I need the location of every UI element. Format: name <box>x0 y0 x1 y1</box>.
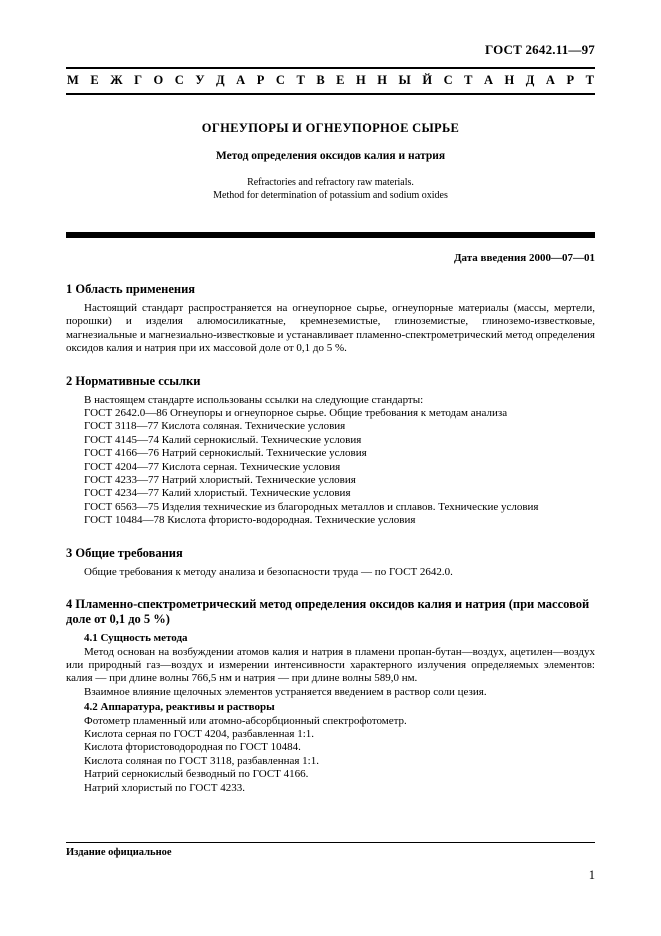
doc-number: ГОСТ 2642.11—97 <box>484 42 595 57</box>
section3-paragraph: Общие требования к методу анализа и безопасности труда — по ГОСТ 2642.0. <box>84 565 453 578</box>
reference-item: ГОСТ 4234—77 Калий хлористый. Технические условия <box>84 487 351 500</box>
reference-item: ГОСТ 10484—78 Кислота фтористо-водородная. Технические условия <box>84 514 416 527</box>
reference-item: ГОСТ 3118—77 Кислота соляная. Технические условия <box>84 420 346 433</box>
document-title-en <box>66 177 595 202</box>
apparatus-item: Натрий хлористый по ГОСТ 4233. <box>84 781 245 794</box>
apparatus-item: Фотометр пламенный или атомно-абсорбционный спектрофотометр. <box>84 714 407 727</box>
reference-item: ГОСТ 2642.0—86 Огнеупоры и огнеупорное сырье. Общие требования к методам анализа <box>84 407 508 420</box>
document-subtitle-ru: Метод определения оксидов калия и натрия <box>215 150 446 162</box>
apparatus-item: Кислота фтористоводородная по ГОСТ 10484. <box>84 741 301 754</box>
section4-heading: 4 Пламенно-спектрометрический метод определения оксидов калия и натрия (при массовой доле от 0,1 до 5 %) <box>66 597 590 627</box>
title-en-line2: Method for determination of potassium and sodium oxides <box>213 189 448 201</box>
title-separator-bar <box>66 232 595 238</box>
title-en-line1: Refractories and refractory raw materials. <box>247 177 414 188</box>
apparatus-item: Натрий сернокислый безводный по ГОСТ 4166. <box>84 768 309 781</box>
section2-intro: В настоящем стандарте использованы ссылки на следующие стандарты: <box>84 393 424 406</box>
section2-heading: 2 Нормативные ссылки <box>66 373 201 388</box>
standard-banner: М Е Ж Г О С У Д А Р С Т В Е Н Н Ы Й С Т А Н Д А Р Т <box>67 73 594 87</box>
footer-rule <box>66 842 595 843</box>
section4-2-heading: 4.2 Аппаратура, реактивы и растворы <box>84 701 275 714</box>
section4-1-paragraph2: Взаимное влияние щелочных элементов устраняется введением в раствор соли цезия. <box>84 685 487 698</box>
official-edition-note: Издание официальное <box>66 847 172 858</box>
section1-paragraph: Настоящий стандарт распространяется на огнеупорное сырье, огнеупорные материалы (массы, мертели, порошки) и изделия алюмосиликатные, кремнеземистые, глиноземистые, глиноземо-известковые, магнезиальные и магнезиально-известковые и устанавливает пламенно-спектрометрический метод определения оксидов калия и натрия при их массовой доле от 0,1 до 5 %. <box>66 302 595 355</box>
reference-item: ГОСТ 4233—77 Натрий хлористый. Технические условия <box>84 474 356 487</box>
apparatus-item: Кислота серная по ГОСТ 4204, разбавленная 1:1. <box>84 727 315 740</box>
reference-item: ГОСТ 4145—74 Калий сернокислый. Технические условия <box>84 433 362 446</box>
section4-1-heading: 4.1 Сущность метода <box>84 632 188 645</box>
reference-item: ГОСТ 4166—76 Натрий сернокислый. Технические условия <box>84 447 367 460</box>
footer <box>66 842 595 858</box>
page-number: 1 <box>588 868 595 882</box>
section1-heading: 1 Область применения <box>66 282 196 296</box>
reference-item: ГОСТ 4204—77 Кислота серная. Технические условия <box>84 460 341 473</box>
apparatus-item: Кислота соляная по ГОСТ 3118, разбавленная 1:1. <box>84 754 319 767</box>
section4-1-paragraph1: Метод основан на возбуждении атомов калия и натрия в пламени пропан-бутан—воздух, ацетилен—воздух или природный газ—воздух и измерении интенсивности характерного излучения определяемых элементов: калия — при длине волны 766,5 нм и натрия — при длине волны 589,0 нм. <box>66 645 595 685</box>
document-title-ru: ОГНЕУПОРЫ И ОГНЕУПОРНОЕ СЫРЬЕ <box>201 121 460 135</box>
reference-item: ГОСТ 6563—75 Изделия технические из благородных металлов и сплавов. Технические условия <box>84 500 539 513</box>
section3-heading: 3 Общие требования <box>66 545 183 560</box>
effective-date: Дата введения 2000—07—01 <box>453 252 595 264</box>
header-rule-bottom <box>66 93 595 95</box>
